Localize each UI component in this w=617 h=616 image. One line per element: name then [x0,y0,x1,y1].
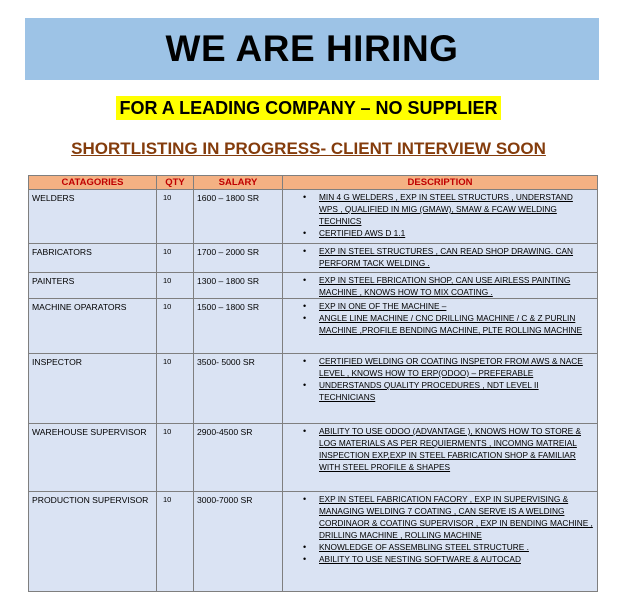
description-item: • KNOWLEDGE OF ASSEMBLING STEEL STRUCTURE . [283,541,593,553]
description-cell [283,354,598,424]
description-item: • EXP IN ONE OF THE MACHINE – [283,300,593,312]
description-item: • EXP IN STEEL FABRICATION FACORY , EXP IN SUPERVISING & MANAGING WELDING 7 COATING , CAN SERVE IS A WELDING CORDINAOR & COATING SUPERVISOR , EXP IN BENDING MACHINE , DRILLING MACHINE , ROLLING MACHINE [283,493,593,541]
description-list [283,274,593,298]
description-item: • MIN 4 G WELDERS , EXP IN STEEL STRUCTURS , UNDERSTAND WPS , QUALIFIED IN MIG (GMAW), SMAW & FCAW WELDING TECHNICS [283,191,593,227]
category-cell: PAINTERS [29,273,157,299]
qty-cell: 10 [157,299,194,354]
description-list [283,245,593,269]
description-list [283,355,593,403]
table-body [29,190,598,592]
subtitle-line [0,96,617,120]
subtitle-highlight: FOR A LEADING COMPANY – NO SUPPLIER [116,96,500,120]
header-salary: SALARY [194,176,283,190]
description-list [283,493,593,565]
salary-cell: 3000-7000 SR [194,492,283,592]
salary-cell: 1600 – 1800 SR [194,190,283,244]
table-row [29,424,598,492]
description-item: • UNDERSTANDS QUALITY PROCEDURES , NDT LEVEL II TECHNICIANS [283,379,593,403]
qty-cell: 10 [157,244,194,273]
category-cell: WAREHOUSE SUPERVISOR [29,424,157,492]
description-list [283,300,593,336]
description-item: • ABILITY TO USE NESTING SOFTWARE & AUTOCAD [283,553,593,565]
banner-title: WE ARE HIRING [165,28,459,69]
description-item: • ABILITY TO USE ODOO (ADVANTAGE ), KNOWS HOW TO STORE & LOG MATERIALS AS PER REQUIERMENTS , INCOMNG MATREIAL INSPECTION EXP,EXP IN STEEL FABRICATION SHOP & FAMILIAR WITH STEEL PROFILE & SHAPES [283,425,593,473]
jobs-table [28,175,598,592]
description-item: • CERTIFIED AWS D 1.1 [283,227,593,239]
salary-cell: 3500- 5000 SR [194,354,283,424]
category-cell: INSPECTOR [29,354,157,424]
description-item: • ANGLE LINE MACHINE / CNC DRILLING MACHINE / C & Z PURLIN MACHINE ,PROFILE BENDING MACHINE, PLTE ROLLING MACHINE [283,312,593,336]
qty-cell: 10 [157,190,194,244]
qty-cell: 10 [157,354,194,424]
table-row [29,273,598,299]
salary-cell: 1700 – 2000 SR [194,244,283,273]
qty-cell: 10 [157,492,194,592]
status-line: SHORTLISTING IN PROGRESS- CLIENT INTERVIEW SOON [71,139,546,158]
description-cell [283,424,598,492]
table-row [29,190,598,244]
description-item: • EXP IN STEEL STRUCTURES , CAN READ SHOP DRAWING. CAN PERFORM TACK WELDING . [283,245,593,269]
description-cell [283,190,598,244]
header-description: DESCRIPTION [283,176,598,190]
description-list [283,425,593,473]
description-list [283,191,593,239]
table-row [29,354,598,424]
category-cell: PRODUCTION SUPERVISOR [29,492,157,592]
salary-cell: 1500 – 1800 SR [194,299,283,354]
table-row [29,299,598,354]
description-cell [283,244,598,273]
hiring-banner [25,18,599,80]
description-cell [283,273,598,299]
salary-cell: 1300 – 1800 SR [194,273,283,299]
header-qty: QTY [157,176,194,190]
table-row [29,492,598,592]
description-cell [283,299,598,354]
table-row [29,244,598,273]
description-item: • EXP IN STEEL FBRICATION SHOP, CAN USE AIRLESS PAINTING MACHINE , KNOWS HOW TO MIX COATING . [283,274,593,298]
salary-cell: 2900-4500 SR [194,424,283,492]
category-cell: WELDERS [29,190,157,244]
table-header-row [29,176,598,190]
header-categories: CATAGORIES [29,176,157,190]
category-cell: MACHINE OPARATORS [29,299,157,354]
description-cell [283,492,598,592]
qty-cell: 10 [157,273,194,299]
qty-cell: 10 [157,424,194,492]
description-item: • CERTIFIED WELDING OR COATING INSPETOR FROM AWS & NACE LEVEL , KNOWS HOW TO ERP(ODOO) – PREFERABLE [283,355,593,379]
category-cell: FABRICATORS [29,244,157,273]
